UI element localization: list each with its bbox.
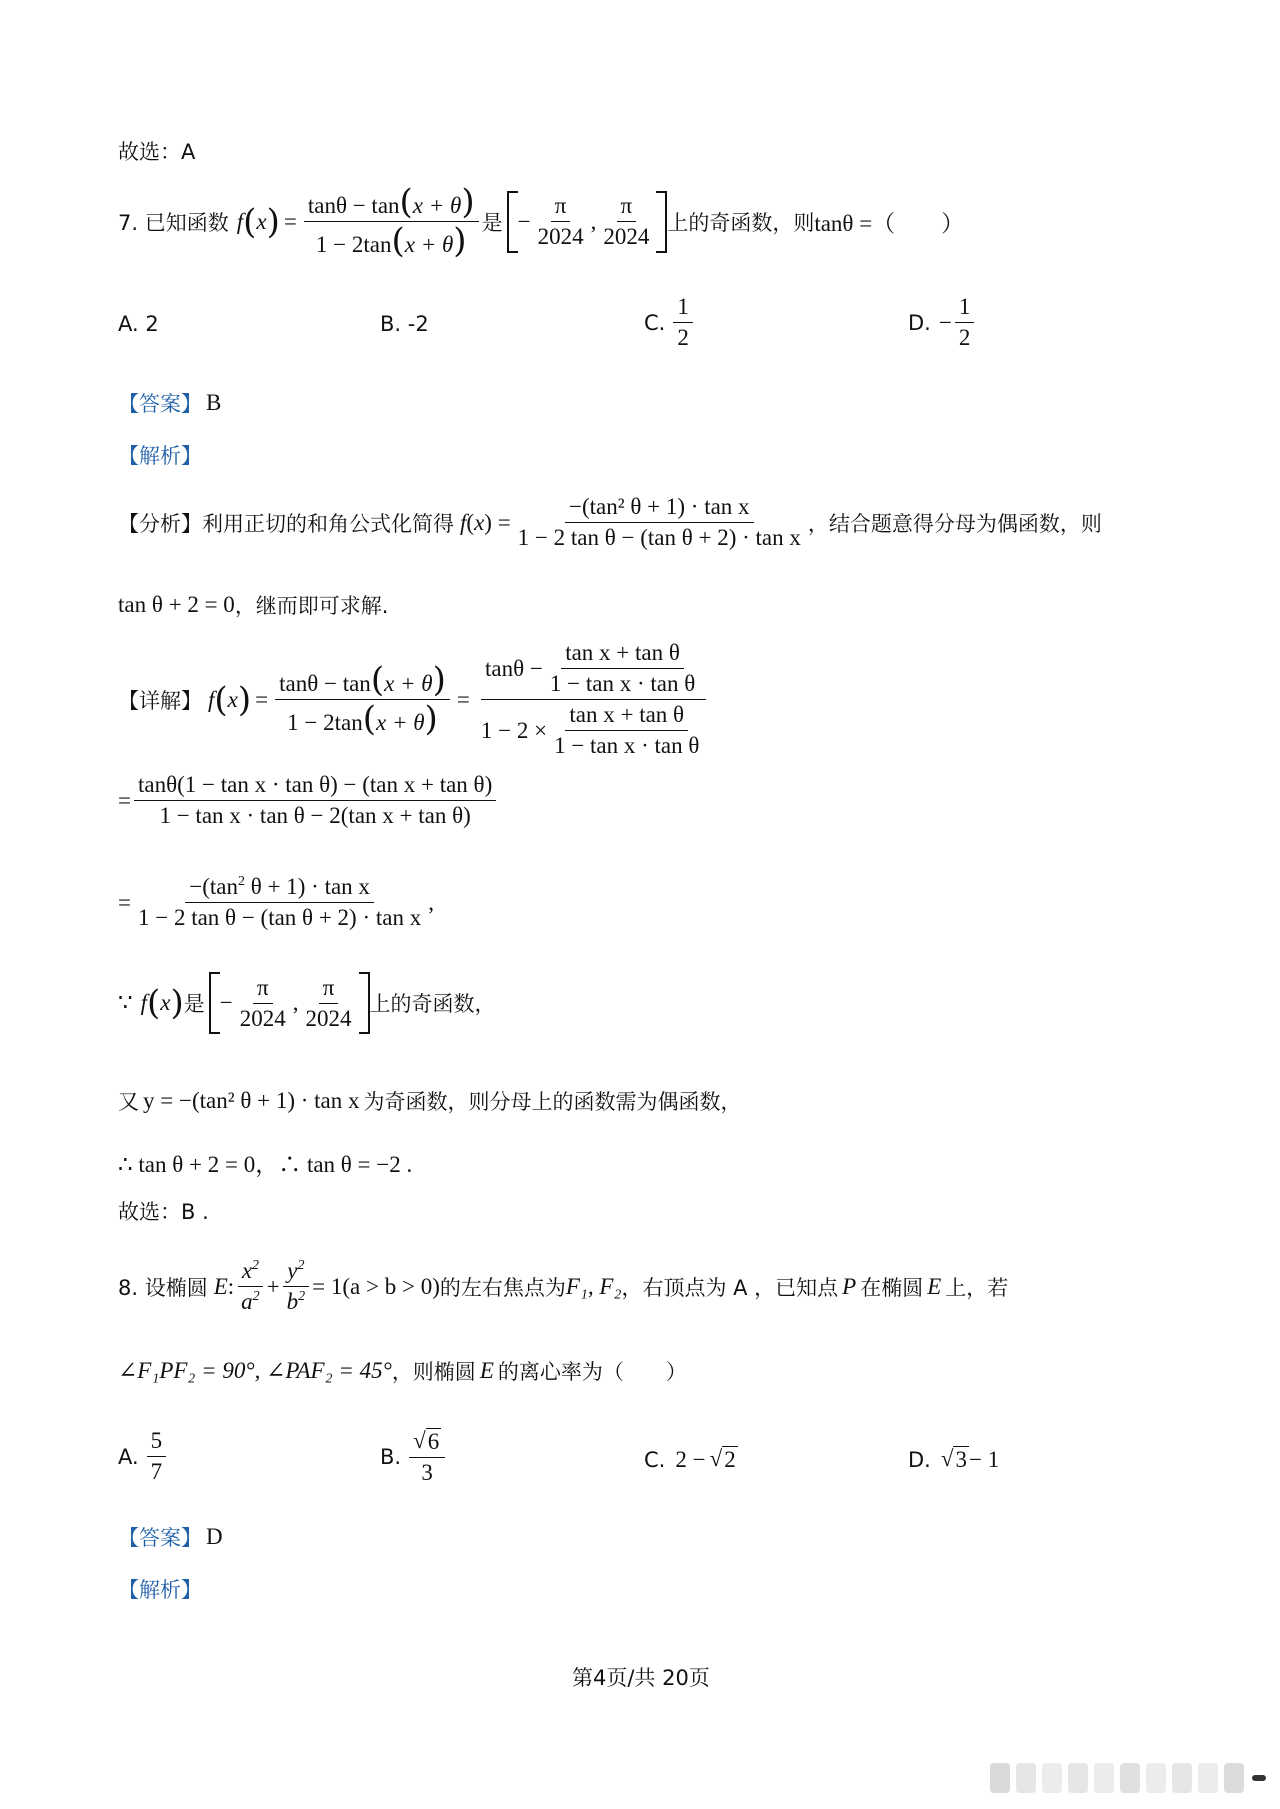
bottom-toolbar (0, 1749, 1280, 1809)
q7-detail-since: ∵ f ( x ) 是 − $\frac{\pi}{2024}$ , $\frac{\pi}{2024}$ 上的奇函数， (118, 972, 496, 1034)
q8-answer: 【答案】 D (118, 1524, 223, 1550)
toolbar-pill (1224, 1763, 1244, 1793)
q7-number: 7. 已知函数 (118, 210, 229, 235)
toolbar-pill (1120, 1763, 1140, 1793)
toolbar-pill (1068, 1763, 1088, 1793)
q7-detail-you: 又 y = −(tan² θ + 1) · tan x 为奇函数，则分母上的函数需为偶函数， (118, 1088, 742, 1114)
q7-detail-step2: = $\frac{\text{tanθ(1 − tan x · tan θ) − (tan x + tan θ)}}{\text{1 − tan x · tan θ − 2(tan x + tan θ)}}$ (118, 772, 499, 829)
q7-func-name: f (236, 208, 244, 234)
q8-option-d: D. √ 3 − 1 (908, 1446, 1000, 1472)
q7-option-d: D. − $\frac{1}{2}$ (908, 294, 977, 351)
q8-stem: 8. 设椭圆 E : $\frac{x^2}{a^2}$ + $\frac{y^2}{b^2}$ = 1(a > b > 0) 的左右焦点为 F₁, F₂ ，右顶点为 A ，已知点 P 在椭圆 E 上，若 (118, 1258, 1009, 1314)
q8-jiexi-tag: 【解析】 (118, 1578, 202, 1602)
q7-detail-step3: = $\frac{-(\tan^2 \theta + 1) \cdot \tan x}{\text{1 − 2 tan θ − (tan θ + 2) · tan x}}$ , (118, 874, 434, 930)
page-footer: 第4页/共 20页 (572, 1666, 710, 1690)
q7-interval-left: $\frac{\pi}{2024}$ (537, 193, 584, 249)
q7-detail-therefore: ∴ tan θ + 2 = 0，∴ tan θ = −2 . (118, 1152, 413, 1177)
toolbar-pill (1198, 1763, 1218, 1793)
q7-is: 是 (481, 210, 503, 235)
toolbar-pill (1172, 1763, 1192, 1793)
prev-answer-line: 故选：A (118, 140, 196, 164)
q8-option-b: B. √ 6 3 (380, 1428, 448, 1486)
q7-analysis-cond: tan θ + 2 = 0 ，继而即可求解. (118, 592, 389, 618)
q7-final-answer: 故选：B . (118, 1200, 209, 1224)
q8-angle-line: ∠F₁PF₂ = 90°, ∠PAF₂ = 45° ，则椭圆 E 的离心率为（ ） (118, 1358, 687, 1384)
q7-option-a: A. 2 (118, 312, 159, 336)
analysis-fraction: $\frac{\text{−(tan² θ + 1) · tan x}}{\text{1 − 2 tan θ − (tan θ + 2) · tan x}}$ (517, 494, 801, 550)
toolbar-pill (1094, 1763, 1114, 1793)
q8-option-a: A. $\frac{5}{7}$ (118, 1428, 169, 1485)
q7-jiexi-tag: 【解析】 (118, 444, 202, 468)
toolbar-pill (1016, 1763, 1036, 1793)
q7-option-b: B. -2 (380, 312, 429, 336)
detail-compound-fraction: tanθ − $\frac{\text{tan x + tan θ}}{\text{1 − tan x · tan θ}}$ 1 − 2 × $\frac{\text{tan x + tan θ}}{\text{1 − tan x · tan θ}}$ (477, 640, 711, 759)
q7-fraction: $\frac{\tan\theta - \tan(x + \theta)}{1 - 2\tan(x + \theta)}$ (304, 185, 479, 258)
toolbar-pill (990, 1763, 1010, 1793)
q7-answer: 【答案】 B (118, 390, 222, 416)
q7-detail-step1: 【详解】 f ( x ) = $\frac{\tan\theta - \tan(x + \theta)}{1 - 2\tan(x + \theta)}$ = tanθ − $\frac{\text{tan x + tan θ}}{\text{1 − tan x · tan θ}}$ 1 − 2 × $\frac{\text{tan x + tan θ}}{\text{1 − tan x · tan θ}}$ (118, 640, 713, 759)
q7-tail: 上的奇函数，则 (667, 210, 815, 235)
q7-analysis: 【分析】 利用正切的和角公式化简得 f ( x ) = $\frac{\text{−(tan² θ + 1) · tan x}}{\text{1 − 2 tan θ − (tan θ + 2) · tan x}}$ ，结合题意得分母为偶函数，则 (118, 494, 1102, 550)
q7-option-c: C. $\frac{1}{2}$ (644, 294, 696, 351)
q7-interval-right: $\frac{\pi}{2024}$ (603, 193, 650, 249)
q8-option-c: C. 2 − √ 2 (644, 1446, 736, 1472)
toolbar-pill (1042, 1763, 1062, 1793)
toolbar-pill (1146, 1763, 1166, 1793)
q7-var: x (256, 208, 267, 234)
q7-ask: tanθ =（ ） (814, 211, 965, 236)
q7-stem: 7. 已知函数 f ( x ) = $\frac{\tan\theta - \tan(x + \theta)}{1 - 2\tan(x + \theta)}$ 是 − $\frac{\pi}{2024}$ , $\frac{\pi}{2024}$ 上的奇函数，则 tanθ =（ ） (118, 182, 965, 261)
toolbar-mark (1252, 1775, 1266, 1781)
